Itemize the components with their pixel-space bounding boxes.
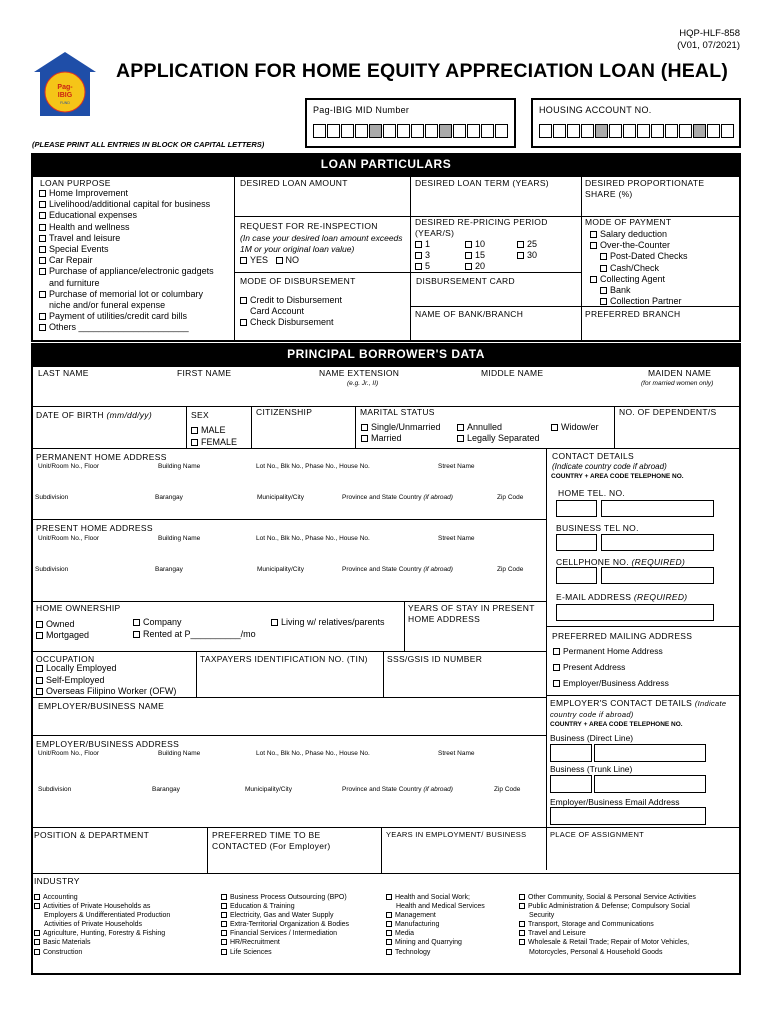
- position-label: POSITION & DEPARTMENT: [34, 830, 150, 840]
- checkbox[interactable]: [465, 241, 472, 248]
- checkbox[interactable]: [36, 665, 43, 672]
- checkbox-yes[interactable]: [240, 257, 247, 264]
- checkbox[interactable]: [34, 894, 40, 900]
- checkbox[interactable]: [36, 632, 43, 639]
- ind-education[interactable]: Education & Training: [221, 902, 349, 911]
- business-tel-area-input[interactable]: [556, 534, 597, 551]
- disb-card[interactable]: Credit to Disbursement: [240, 295, 342, 306]
- checkbox[interactable]: [39, 190, 46, 197]
- years-stay-label: YEARS OF STAY IN PRESENT HOME ADDRESS: [408, 603, 535, 624]
- loan-purpose-list: [39, 188, 214, 334]
- mailing-label: PREFERRED MAILING ADDRESS: [552, 631, 693, 641]
- pay-cash[interactable]: Cash/Check: [590, 263, 688, 274]
- ind-management[interactable]: Management: [386, 911, 485, 920]
- checkbox[interactable]: [39, 212, 46, 219]
- pay-agent[interactable]: Collecting Agent: [590, 274, 688, 285]
- home-tel-area-input[interactable]: [556, 500, 597, 517]
- checkbox[interactable]: [240, 319, 247, 326]
- own-company[interactable]: Company: [133, 617, 182, 628]
- checkbox[interactable]: [600, 253, 607, 260]
- business-tel-label: BUSINESS TEL NO.: [556, 523, 639, 533]
- svg-text:IBIG: IBIG: [57, 92, 73, 99]
- biz-trunk-input[interactable]: [594, 775, 706, 793]
- contact-details-label: CONTACT DETAILS: [552, 451, 634, 461]
- country-code-label: COUNTRY + AREA CODE TELEPHONE NO.: [551, 473, 684, 480]
- ind-wholesale-cont: Motorcycles, Personal & Household Goods: [529, 948, 663, 956]
- ind-hr[interactable]: HR/Recruitment: [221, 938, 349, 947]
- borrower-header: PRINCIPAL BORROWER'S DATA: [31, 343, 741, 365]
- middle-name-label: MIDDLE NAME: [481, 368, 544, 378]
- ind-transport[interactable]: Transport, Storage and Communications: [519, 920, 696, 929]
- checkbox[interactable]: [600, 298, 607, 305]
- checkbox[interactable]: [36, 677, 43, 684]
- pay-partner[interactable]: Collection Partner: [590, 296, 688, 307]
- marital-widow[interactable]: Widow/er: [551, 422, 599, 433]
- desired-term-label: DESIRED LOAN TERM (YEARS): [415, 178, 549, 188]
- checkbox[interactable]: [39, 268, 46, 275]
- ind-health-cont: Health and Medical Services: [396, 903, 485, 911]
- print-note: (PLEASE PRINT ALL ENTRIES IN BLOCK OR CAPITAL LETTERS): [32, 140, 265, 149]
- reinspection-label: REQUEST FOR RE-INSPECTION: [240, 221, 378, 231]
- checkbox[interactable]: [590, 231, 597, 238]
- own-owned[interactable]: Owned: [36, 619, 75, 630]
- purpose-memorial[interactable]: Purchase of memorial lot or columbary: [39, 289, 214, 300]
- citizenship-label: CITIZENSHIP: [256, 407, 313, 417]
- checkbox[interactable]: [590, 242, 597, 249]
- biz-direct-label: Business (Direct Line): [550, 733, 634, 743]
- checkbox[interactable]: [590, 276, 597, 283]
- ind-public-admin-cont: Security: [529, 912, 555, 920]
- marital-separated[interactable]: Legally Separated: [457, 433, 540, 444]
- present-address-label: PRESENT HOME ADDRESS: [36, 523, 153, 533]
- industry-col-3: [386, 893, 485, 957]
- checkbox[interactable]: [34, 930, 40, 936]
- checkbox-no[interactable]: [276, 257, 283, 264]
- ind-extra-territorial[interactable]: Extra-Territorial Organization & Bodies: [221, 920, 349, 929]
- checkbox[interactable]: [39, 224, 46, 231]
- employer-address-label: EMPLOYER/BUSINESS ADDRESS: [36, 739, 180, 749]
- purpose-appliance[interactable]: Purchase of appliance/electronic gadgets: [39, 266, 214, 277]
- checkbox[interactable]: [240, 297, 247, 304]
- ind-other-community[interactable]: Other Community, Social & Personal Service Activities: [519, 893, 696, 902]
- housing-label: HOUSING ACCOUNT NO.: [539, 105, 652, 115]
- disbursement-card-label: DISBURSEMENT CARD: [416, 276, 515, 286]
- home-tel-label: HOME TEL. NO.: [558, 488, 626, 498]
- form-title: APPLICATION FOR HOME EQUITY APPRECIATION LOAN (HEAL): [116, 60, 729, 82]
- form-code: HQP-HLF-858: [679, 28, 740, 39]
- checkbox[interactable]: [133, 619, 140, 626]
- checkbox[interactable]: [36, 621, 43, 628]
- biz-trunk-area-input[interactable]: [550, 775, 592, 793]
- disb-check[interactable]: Check Disbursement: [240, 317, 342, 328]
- purpose-events[interactable]: Special Events: [39, 244, 214, 255]
- checkbox[interactable]: [457, 424, 464, 431]
- checkbox[interactable]: [386, 930, 392, 936]
- bank-branch-label: NAME OF BANK/BRANCH: [415, 309, 524, 319]
- checkbox[interactable]: [36, 688, 43, 695]
- sex-female[interactable]: FEMALE: [191, 437, 237, 448]
- ind-technology[interactable]: Technology: [386, 948, 485, 957]
- sex-male[interactable]: MALE: [191, 425, 226, 436]
- loan-purpose-label: LOAN PURPOSE: [40, 178, 111, 188]
- checkbox[interactable]: [34, 903, 40, 909]
- pay-salary[interactable]: Salary deduction: [590, 229, 688, 240]
- ind-mining[interactable]: Mining and Quarrying: [386, 938, 485, 947]
- marital-label: MARITAL STATUS: [360, 407, 435, 417]
- ownership-label: HOME OWNERSHIP: [36, 603, 121, 613]
- occupation-label: OCCUPATION: [36, 654, 95, 664]
- ind-health[interactable]: Health and Social Work;: [386, 893, 485, 902]
- mid-cells[interactable]: [313, 124, 509, 138]
- disb-card-cont: Card Account: [250, 306, 305, 317]
- purpose-car-repair[interactable]: Car Repair: [39, 255, 214, 266]
- checkbox[interactable]: [553, 648, 560, 655]
- checkbox[interactable]: [39, 246, 46, 253]
- biz-direct-input[interactable]: [594, 744, 706, 762]
- checkbox[interactable]: [221, 894, 227, 900]
- biz-trunk-label: Business (Trunk Line): [550, 764, 633, 774]
- checkbox[interactable]: [386, 949, 392, 955]
- industry-label: INDUSTRY: [34, 876, 80, 886]
- desired-share-label: DESIRED PROPORTIONATE SHARE (%): [585, 178, 705, 199]
- maiden-name-label: MAIDEN NAME: [648, 368, 712, 378]
- desired-amount-label: DESIRED LOAN AMOUNT: [240, 178, 348, 188]
- checkbox[interactable]: [34, 949, 40, 955]
- checkbox[interactable]: [361, 424, 368, 431]
- checkbox[interactable]: [39, 313, 46, 320]
- checkbox[interactable]: [221, 939, 227, 945]
- svg-text:FUND: FUND: [60, 101, 70, 105]
- marital-single[interactable]: Single/Unmarried: [361, 422, 441, 433]
- ind-private-households-cont2: Activities of Private Households: [44, 921, 143, 929]
- years-emp-label: YEARS IN EMPLOYMENT/ BUSINESS: [386, 830, 527, 839]
- purpose-others[interactable]: Others ______________________: [39, 322, 214, 333]
- ind-accounting[interactable]: Accounting: [34, 893, 170, 902]
- occ-local[interactable]: Locally Employed: [36, 663, 117, 674]
- ind-life-sciences[interactable]: Life Sciences: [221, 948, 349, 957]
- pay-bank[interactable]: Bank: [590, 285, 688, 296]
- checkbox[interactable]: [39, 291, 46, 298]
- purpose-health[interactable]: Health and wellness: [39, 222, 214, 233]
- checkbox[interactable]: [191, 427, 198, 434]
- sex-label: SEX: [191, 410, 209, 420]
- checkbox[interactable]: [415, 241, 422, 248]
- checkbox[interactable]: [191, 439, 198, 446]
- checkbox[interactable]: [465, 263, 472, 270]
- ind-electricity[interactable]: Electricity, Gas and Water Supply: [221, 911, 349, 920]
- checkbox[interactable]: [553, 680, 560, 687]
- ind-agriculture[interactable]: Agriculture, Hunting, Forestry & Fishing: [34, 929, 170, 938]
- housing-account-box: [531, 98, 741, 148]
- business-tel-input[interactable]: [601, 534, 714, 551]
- industry-col-1: [34, 893, 170, 957]
- checkbox[interactable]: [457, 435, 464, 442]
- mail-employer[interactable]: Employer/Business Address: [553, 678, 669, 689]
- pay-pdc[interactable]: Post-Dated Checks: [590, 251, 688, 262]
- pay-otc[interactable]: Over-the-Counter: [590, 240, 688, 251]
- reinspection-options: YES NO: [240, 255, 299, 266]
- checkbox[interactable]: [39, 324, 46, 331]
- checkbox[interactable]: [39, 257, 46, 264]
- checkbox[interactable]: [553, 664, 560, 671]
- purpose-travel[interactable]: Travel and leisure: [39, 233, 214, 244]
- reinspection-note: (In case your desired loan amount exceeds 1M or your original loan value): [240, 233, 403, 254]
- purpose-education[interactable]: Educational expenses: [39, 210, 214, 221]
- marital-annulled[interactable]: Annulled: [457, 422, 502, 433]
- own-rented[interactable]: Rented at P__________/mo: [133, 629, 256, 640]
- name-ext-note: (e.g. Jr., II): [347, 380, 379, 387]
- checkbox[interactable]: [361, 435, 368, 442]
- disbursement-mode-label: MODE OF DISBURSEMENT: [240, 276, 356, 286]
- mail-permanent[interactable]: Permanent Home Address: [553, 646, 663, 657]
- name-ext-label: NAME EXTENSION: [319, 368, 400, 378]
- checkbox[interactable]: [133, 631, 140, 638]
- checkbox[interactable]: [221, 912, 227, 918]
- ind-private-households-cont: Employers & Undifferentiated Production: [44, 912, 171, 920]
- checkbox[interactable]: [465, 252, 472, 259]
- cellphone-input[interactable]: [601, 567, 714, 584]
- email-input[interactable]: [556, 604, 714, 621]
- ind-financial[interactable]: Financial Services / Intermediation: [221, 929, 349, 938]
- checkbox[interactable]: [221, 921, 227, 927]
- occ-self[interactable]: Self-Employed: [36, 675, 105, 686]
- svg-text:Pag-: Pag-: [57, 84, 73, 91]
- place-assign-label: PLACE OF ASSIGNMENT: [550, 830, 645, 839]
- loan-particulars-header: LOAN PARTICULARS: [31, 153, 741, 175]
- emp-email-input[interactable]: [550, 807, 706, 825]
- pref-time-label: PREFERRED TIME TO BE CONTACTED (For Employer): [212, 830, 331, 851]
- first-name-label: FIRST NAME: [177, 368, 232, 378]
- checkbox[interactable]: [517, 252, 524, 259]
- checkbox[interactable]: [386, 939, 392, 945]
- maiden-note: (for married women only): [641, 380, 714, 387]
- ind-construction[interactable]: Construction: [34, 948, 170, 957]
- checkbox[interactable]: [519, 921, 525, 927]
- purpose-utilities[interactable]: Payment of utilities/credit card bills: [39, 311, 214, 322]
- checkbox[interactable]: [386, 894, 392, 900]
- mail-present[interactable]: Present Address: [553, 662, 625, 673]
- checkbox[interactable]: [221, 930, 227, 936]
- purpose-appliance-cont: and furniture: [49, 277, 100, 288]
- cellphone-area-input[interactable]: [556, 567, 597, 584]
- pagibig-logo: [32, 50, 98, 120]
- employer-name-label: EMPLOYER/BUSINESS NAME: [38, 701, 165, 711]
- ind-private-households[interactable]: Activities of Private Households as: [34, 902, 170, 911]
- emp-country-code: COUNTRY + AREA CODE TELEPHONE NO.: [550, 721, 683, 728]
- sss-label: SSS/GSIS ID NUMBER: [387, 654, 483, 664]
- own-living[interactable]: Living w/ relatives/parents: [271, 617, 385, 628]
- dependents-label: NO. OF DEPENDENT/S: [619, 407, 717, 417]
- own-mortgaged[interactable]: Mortgaged: [36, 630, 89, 641]
- checkbox[interactable]: [386, 912, 392, 918]
- industry-col-2: [221, 893, 349, 957]
- housing-cells[interactable]: [539, 124, 735, 138]
- checkbox[interactable]: [34, 939, 40, 945]
- purpose-home-improvement[interactable]: Home Improvement: [39, 188, 214, 199]
- home-tel-input[interactable]: [601, 500, 714, 517]
- checkbox[interactable]: [519, 894, 525, 900]
- checkbox[interactable]: [415, 263, 422, 270]
- checkbox[interactable]: [519, 939, 525, 945]
- ind-travel[interactable]: Travel and Leisure: [519, 929, 696, 938]
- occ-ofw[interactable]: Overseas Filipino Worker (OFW): [36, 686, 176, 697]
- purpose-memorial-cont: niche and/or funeral expense: [49, 300, 166, 311]
- biz-direct-area-input[interactable]: [550, 744, 592, 762]
- emp-email-label: Employer/Business Email Address: [550, 797, 680, 807]
- checkbox[interactable]: [39, 201, 46, 208]
- marital-married[interactable]: Married: [361, 433, 402, 444]
- emp-contact-label: EMPLOYER'S CONTACT DETAILS (Indicate country code if abroad): [550, 698, 727, 719]
- purpose-livelihood[interactable]: Livelihood/additional capital for business: [39, 199, 214, 210]
- perm-address-label: PERMANENT HOME ADDRESS: [36, 452, 167, 462]
- dob-label: DATE OF BIRTH (mm/dd/yy): [36, 410, 152, 420]
- checkbox[interactable]: [551, 424, 558, 431]
- checkbox[interactable]: [39, 235, 46, 242]
- checkbox[interactable]: [519, 903, 525, 909]
- checkbox[interactable]: [519, 930, 525, 936]
- contact-note: (Indicate country code if abroad): [552, 462, 667, 471]
- ind-bpo[interactable]: Business Process Outsourcing (BPO): [221, 893, 349, 902]
- repricing-label: DESIRED RE-PRICING PERIOD (YEAR/S): [415, 217, 548, 238]
- checkbox[interactable]: [221, 903, 227, 909]
- form-version: (V01, 07/2021): [677, 40, 740, 51]
- last-name-label: LAST NAME: [38, 368, 89, 378]
- preferred-branch-label: PREFERRED BRANCH: [585, 309, 681, 319]
- mid-label: Pag-IBIG MID Number: [313, 105, 410, 115]
- ind-media[interactable]: Media: [386, 929, 485, 938]
- tin-label: TAXPAYERS IDENTIFICATION NO. (TIN): [200, 654, 368, 664]
- checkbox[interactable]: [271, 619, 278, 626]
- cellphone-label: CELLPHONE NO. (REQUIRED): [556, 557, 686, 567]
- checkbox[interactable]: [600, 287, 607, 294]
- payment-mode-label: MODE OF PAYMENT: [585, 217, 672, 227]
- checkbox[interactable]: [386, 921, 392, 927]
- checkbox[interactable]: [517, 241, 524, 248]
- checkbox[interactable]: [415, 252, 422, 259]
- payment-options: [590, 229, 688, 307]
- ind-manufacturing[interactable]: Manufacturing: [386, 920, 485, 929]
- email-label: E-MAIL ADDRESS (REQUIRED): [556, 592, 688, 602]
- ind-public-admin[interactable]: Public Administration & Defense; Compulsory Social: [519, 902, 696, 911]
- ind-basic-materials[interactable]: Basic Materials: [34, 938, 170, 947]
- checkbox[interactable]: [600, 265, 607, 272]
- checkbox[interactable]: [221, 949, 227, 955]
- disbursement-options: [240, 295, 342, 329]
- mid-number-box: [305, 98, 516, 148]
- ind-wholesale[interactable]: Wholesale & Retail Trade; Repair of Motor Vehicles,: [519, 938, 696, 947]
- industry-col-4: [519, 893, 696, 957]
